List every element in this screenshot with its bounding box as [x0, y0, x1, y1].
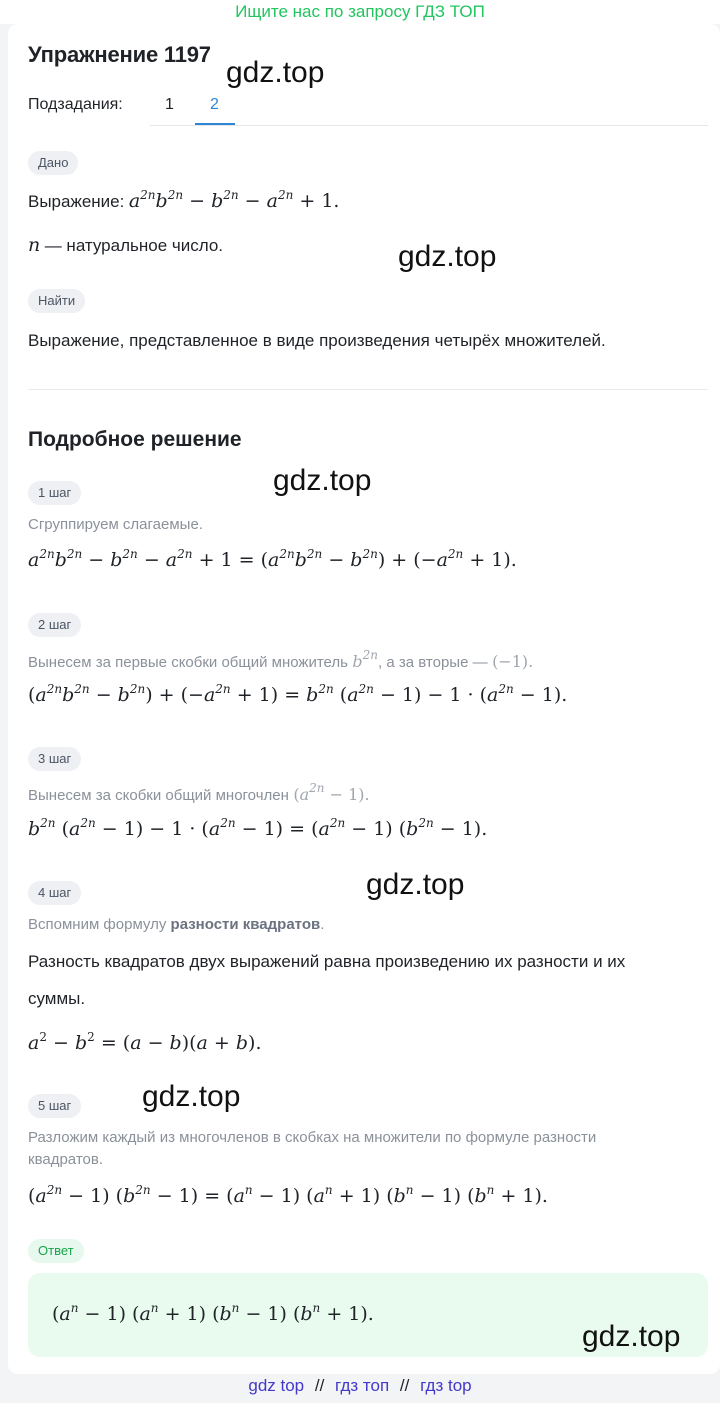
footer-links [0, 1376, 720, 1396]
step-2-badge: 2 шаг [28, 613, 81, 637]
step-4-formula: $a^2 - b^2 = (a - b)(a + b)$. [28, 1030, 262, 1054]
step-5-badge: 5 шаг [28, 1094, 81, 1118]
step-4-rule-line2: суммы. [28, 989, 86, 1008]
step-4-rule-line1: Разность квадратов двух выражений равна произведению их разности и их [28, 952, 626, 971]
given-n-line [28, 234, 223, 256]
given-n-text: — натуральное число. [44, 236, 224, 255]
step-1-note: Сгруппируем слагаемые. [28, 516, 203, 533]
step-2-formula: $(a^{2n}b^{2n} - b^{2n}) + (-a^{2n} + 1) = b^{2n}$ $(a^{2n} - 1) - 1 \cdot (a^{2n} - 1)$. [28, 682, 568, 706]
top-banner: Ищите нас по запросу ГДЗ ТОП [0, 0, 720, 24]
step-2-note-text: Вынесем за первые скобки общий множитель [28, 654, 348, 671]
footer-separator: // [399, 1376, 410, 1395]
step-5-note-line2: квадратов. [28, 1151, 103, 1168]
watermark: gdz.top [582, 1320, 681, 1353]
step-1-badge: 1 шаг [28, 481, 81, 505]
footer-link-gdz-top-ru[interactable]: гдз топ [335, 1376, 390, 1395]
section-divider [28, 389, 708, 390]
subtask-tab-1[interactable]: 1 [165, 96, 174, 113]
n-variable: n [28, 234, 41, 256]
footer-link-gdz-top[interactable]: gdz top [248, 1376, 305, 1395]
exercise-title: Упражнение 1197 [28, 42, 211, 67]
watermark: gdz.top [226, 56, 325, 89]
answer-badge: Ответ [28, 1239, 84, 1263]
step-4-note-bold: разности квадратов [170, 916, 321, 933]
step-3-badge: 3 шаг [28, 747, 81, 771]
step-2-note-minus-one: (−1). [492, 652, 534, 671]
step-4-note-text: Вспомним формулу [28, 916, 167, 933]
subtask-tab-2[interactable]: 2 [210, 96, 219, 113]
step-1-formula: $a^{2n}b^{2n} - b^{2n} - a^{2n} + 1 = (a^{2n}b^{2n} - b^{2n}) + (-a^{2n} + 1)$. [28, 547, 517, 571]
watermark: gdz.top [273, 464, 372, 497]
step-3-note [28, 781, 370, 805]
subtasks-label: Подзадания: [28, 96, 123, 113]
step-3-note-poly: $(a^{2n} - 1)$. [293, 781, 370, 804]
step-2-note-factor: $b^{2n}$ [352, 648, 379, 671]
given-expression [28, 188, 339, 212]
step-5-formula: $(a^{2n} - 1) (b^{2n} - 1) = (a^n - 1) (a^n + 1) (b^n - 1) (b^n + 1)$. [28, 1183, 548, 1207]
step-3-note-text: Вынесем за скобки общий многочлен [28, 787, 289, 804]
step-4-note: Вспомним формулу разности квадратов. [28, 916, 325, 933]
footer-link-gdz-top-mixed[interactable]: гдз top [420, 1376, 472, 1395]
exercise-card [8, 24, 720, 1374]
watermark: gdz.top [142, 1080, 241, 1113]
watermark: gdz.top [398, 240, 497, 273]
step-5-note-line1: Разложим каждый из многочленов в скобках на множители по формуле разности [28, 1129, 597, 1146]
given-badge: Дано [28, 151, 78, 175]
answer-formula: $(a^n - 1) (a^n + 1) (b^n - 1) (b^n + 1)$. [52, 1301, 374, 1325]
active-tab-underline [195, 123, 235, 125]
subtasks-divider [150, 125, 708, 126]
find-badge: Найти [28, 289, 85, 313]
step-3-formula: $b^{2n}$ $(a^{2n} - 1) - 1 \cdot (a^{2n} - 1) = (a^{2n} - 1) (b^{2n} - 1)$. [28, 816, 488, 840]
solution-title: Подробное решение [28, 428, 242, 451]
given-expression-math: $a^{2n}b^{2n} - b^{2n} - a^{2n} + 1$. [128, 188, 340, 212]
find-text: Выражение, представленное в виде произведения четырёх множителей. [28, 331, 606, 350]
step-4-badge: 4 шаг [28, 881, 81, 905]
footer-separator: // [314, 1376, 325, 1395]
step-2-note-mid: , а за вторые — [378, 654, 488, 671]
watermark: gdz.top [366, 868, 465, 901]
given-expression-label: Выражение: [28, 192, 125, 211]
step-2-note [28, 648, 533, 672]
